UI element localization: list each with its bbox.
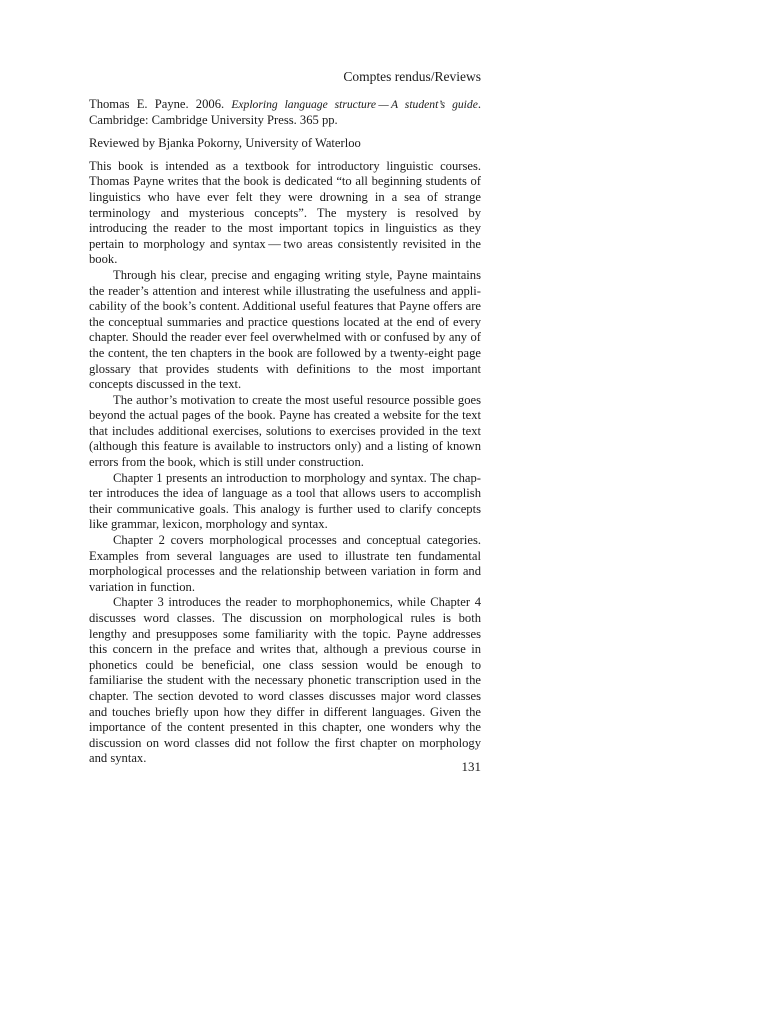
citation-publisher: Cambridge: Cambridge University Press. 365 pp. [89,112,338,127]
reviewer-line: Reviewed by Bjanka Pokorny, University of Waterloo [89,136,361,151]
book-title: Exploring language structure — A student’s guide [231,98,478,111]
text-block [89,97,481,767]
paragraph-writing-style: Through his clear, precise and engaging writing style, Payne maintains the reader’s attention and interest while illustrating the usefulness and applicability of the book’s content. Additional useful features that Payne offers are the conceptual summaries and practice questions located at the end of every chapter. Should the reader ever feel overwhelmed with or confused by any of the content, the ten chapters in the book are followed by a twenty-eight page glossary that provides students with definitions to the most important concepts discussed in the text. [89,267,481,392]
citation-title-period: . [477,97,481,111]
paragraph-chapter-2: Chapter 2 covers morphological processes and conceptual categories. Examples from several languages are used to illustrate ten fundamental morphological processes and the relationship between variation in form and variation in function. [89,533,481,594]
citation-author-year: Thomas E. Payne. 2006. [89,97,232,111]
book-citation [89,97,481,128]
paragraph-website: The author’s motivation to create the most useful resource possible goes beyond the actual pages of the book. Payne has created a website for the text that includes additional exercises, solutions to exercises provided in the text (although this feature is available to instructors only) and a listing of known errors from the book, which is still under construction. [89,392,481,470]
paragraph-chapters-3-4: Chapter 3 introduces the reader to morphophonemics, while Chapter 4 discusses word classes. The discussion on morphological rules is both lengthy and presupposes some familiarity with the topic. Payne addresses this concern in the preface and writes that, although a previous course in phonetics could be beneficial, one class session would be enough to familiarise the student with the necessary phonetic transcription used in the chapter. The section devoted to word classes discusses major word classes and touches briefly upon how they differ in different languages. Given the importance of the content presented in this chapter, one wonders why the discussion on word classes did not follow the first chapter on morphology and syntax. [89,595,481,766]
paragraph-chapter-1: Chapter 1 presents an introduction to morphology and syntax. The chapter introduces the idea of language as a tool that allows users to accomplish their communicative goals. This analogy is further used to clarify concepts like grammar, lexicon, morphology and syntax. [89,470,481,532]
page-number: 131 [461,759,481,774]
running-head: Comptes rendus/Reviews [343,69,481,84]
paragraph-intro: This book is intended as a textbook for introductory linguistic courses. Thomas Payne writes that the book is dedicated “to all beginning students of linguistics who have ever felt they were drowning in a sea of strange terminology and mysterious concepts”. The mystery is resolved by introducing the reader to the most important topics in linguistics as they pertain to morphology and syntax — two areas consistently revisited in the book. [89,158,481,267]
